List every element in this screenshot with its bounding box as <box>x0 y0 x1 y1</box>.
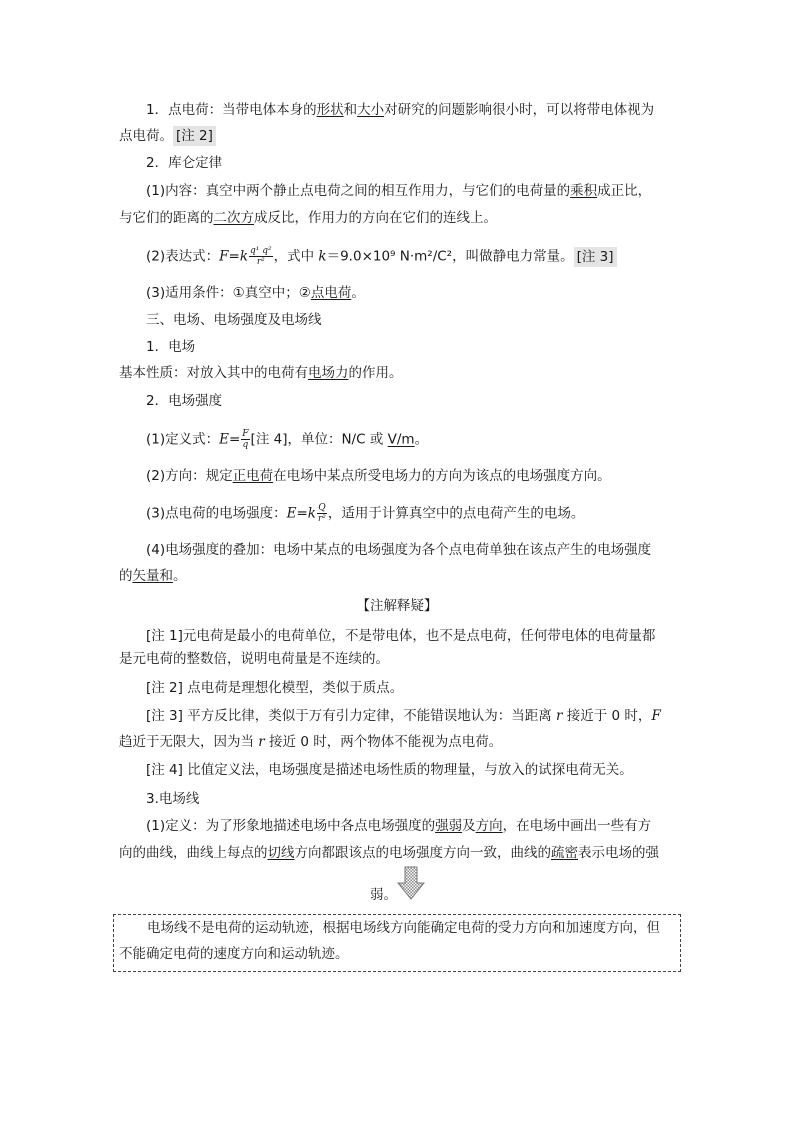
text-line-16 <box>119 567 187 585</box>
text-segment: 基本性质：对放入其中的电荷有 <box>119 365 308 381</box>
fraction <box>241 429 249 450</box>
section-heading-notes <box>0 597 794 615</box>
text-segment: [注 3] 平方反比律，类似于万有引力定律，不能错误地认为：当距离 <box>146 708 556 724</box>
underlined-term: V/m <box>387 431 415 448</box>
fraction-numerator: q¹ q² <box>250 246 272 256</box>
text-segment: (3)适用条件：①真空中；② <box>146 285 311 301</box>
section-heading-3 <box>146 311 322 329</box>
text-segment: (1)定义：为了形象地描述电场中各点电场强度的 <box>146 818 436 834</box>
text-line-2 <box>119 127 216 145</box>
text-segment: [注 4] 比值定义法，电场强度是描述电场性质的物理量，与放入的试探电荷无关。 <box>146 762 633 778</box>
text-segment: (2)方向：规定 <box>146 468 233 484</box>
text-segment: 是元电荷的整数倍，说明电荷量是不连续的。 <box>119 651 389 667</box>
text-segment: = <box>228 248 240 265</box>
text-segment: ＝9.0×10⁹ N·m²/C²，叫做静电力常量。 <box>326 248 574 265</box>
subheading-field-lines <box>146 790 199 808</box>
text-segment: 的 <box>119 568 133 584</box>
underlined-term: 矢量和 <box>132 568 173 584</box>
text-segment: 1．电场 <box>146 339 196 355</box>
text-segment: 和 <box>343 102 358 118</box>
underlined-term: 疏密 <box>551 845 578 861</box>
tip-line-2: 不能确定电荷的速度方向和运动轨迹。 <box>119 946 349 962</box>
math-variable: E <box>286 505 297 522</box>
text-segment: 的作用。 <box>348 365 403 381</box>
text-segment: (1)定义式： <box>146 431 220 448</box>
math-variable: k <box>239 248 248 265</box>
text-line-19 <box>119 650 389 668</box>
text-line-12 <box>146 429 428 450</box>
subheading-coulomb <box>146 154 222 172</box>
text-segment: 3.电场线 <box>146 791 200 807</box>
math-variable: k <box>307 505 316 522</box>
math-variable: k <box>318 248 327 265</box>
text-segment: 点电荷。 <box>119 128 173 144</box>
text-line-27 <box>370 886 397 904</box>
text-line-5 <box>119 209 497 227</box>
text-line-21 <box>146 707 661 725</box>
text-line-10 <box>119 364 403 382</box>
text-segment: 与它们的距离的 <box>119 210 214 226</box>
math-variable: r <box>258 734 265 750</box>
text-segment: ，在电场中画出一些有方 <box>502 818 652 834</box>
subheading-field <box>146 338 195 356</box>
text-segment: 【注解释疑】 <box>356 598 438 614</box>
underlined-term: 二次方 <box>213 210 254 226</box>
text-segment: [注 2] 点电荷是理想化模型，类似于质点。 <box>146 680 404 696</box>
underlined-term: 强弱 <box>435 818 463 834</box>
underlined-term: 乘积 <box>570 183 598 199</box>
underlined-term: 方向 <box>475 818 503 834</box>
text-segment: 及 <box>462 818 476 834</box>
underlined-term: 正电荷 <box>232 468 274 484</box>
fraction-numerator: Q <box>318 503 326 513</box>
text-segment: (3)点电荷的电场强度： <box>146 505 287 522</box>
text-segment: [注 1]元电荷是最小的电荷单位，不是带电体，也不是点电荷，任何带电体的电荷量都 <box>146 628 656 644</box>
text-line-15 <box>146 541 651 559</box>
note-reference: [注 3] <box>574 247 617 267</box>
text-line-14 <box>146 503 584 524</box>
text-segment: 。 <box>414 431 429 448</box>
text-line-7 <box>146 284 365 302</box>
underlined-term: 形状 <box>316 102 344 118</box>
text-segment: 三、电场、电场强度及电场线 <box>146 312 322 328</box>
text-segment: 。 <box>173 568 187 584</box>
text-segment: ，适用于计算真空中的点电荷产生的电场。 <box>327 505 585 522</box>
text-segment: 向的曲线，曲线上每点的 <box>119 845 268 861</box>
fraction <box>249 246 273 267</box>
text-segment: (1)内容：真空中两个静止点电荷之间的相互作用力，与它们的电荷量的 <box>146 183 571 199</box>
fraction <box>317 503 327 524</box>
text-segment: 趋近于无限大，因为当 <box>119 734 259 750</box>
text-line-26 <box>119 844 659 862</box>
text-segment: ，式中 <box>273 248 319 265</box>
fraction-denominator: r² <box>256 257 265 267</box>
text-segment: (2)表达式： <box>146 248 220 265</box>
text-line-13 <box>146 467 611 485</box>
down-arrow-icon <box>397 866 425 900</box>
note-reference: [注 2] <box>173 126 216 146</box>
text-line-4 <box>146 182 651 200</box>
math-variable: r <box>556 708 563 724</box>
tip-line-1: 电场线不是电荷的运动轨迹，根据电场线方向能确定电荷的受力方向和加速度方向，但 <box>147 920 660 936</box>
text-segment: 成正比， <box>597 183 652 199</box>
text-line-6 <box>146 246 617 267</box>
subheading-field-strength <box>146 392 222 410</box>
text-segment: [注 4]，单位：N/C 或 <box>250 431 388 448</box>
text-segment: = <box>296 505 308 522</box>
text-segment: 弱。 <box>370 887 397 903</box>
text-segment: 2．库仑定律 <box>146 155 223 171</box>
text-segment: 对研究的问题影响很小时，可以将带电体视为 <box>384 102 655 118</box>
text-segment: = <box>228 431 241 448</box>
tip-box <box>113 914 681 972</box>
text-segment: 接近于 0 时， <box>562 708 652 724</box>
underlined-term: 大小 <box>357 102 385 118</box>
text-line-23 <box>146 761 633 779</box>
underlined-term: 点电荷 <box>310 285 352 301</box>
text-segment: 成反比，作用力的方向在它们的连线上。 <box>254 210 497 226</box>
text-line-1 <box>146 101 654 119</box>
text-segment: 方向都跟该点的电场强度方向一致，曲线的 <box>294 845 551 861</box>
text-segment: 2．电场强度 <box>146 393 223 409</box>
text-line-20 <box>146 679 403 697</box>
text-line-25 <box>146 817 651 835</box>
fraction-denominator: r² <box>317 514 326 524</box>
fraction-numerator: F <box>242 429 249 439</box>
text-segment: 在电场中某点所受电场力的方向为该点的电场强度方向。 <box>273 468 611 484</box>
fraction-denominator: q <box>242 440 249 450</box>
text-segment: 1．点电荷：当带电体本身的 <box>146 102 317 118</box>
text-segment: 表示电场的强 <box>578 845 659 861</box>
math-variable: F <box>219 248 229 265</box>
text-segment: 。 <box>351 285 365 301</box>
math-variable: F <box>651 708 661 724</box>
text-line-18 <box>146 627 655 645</box>
text-segment: 接近 0 时，两个物体不能视为点电荷。 <box>264 734 503 750</box>
underlined-term: 电场力 <box>308 365 349 381</box>
text-line-22 <box>119 733 502 751</box>
math-variable: E <box>219 431 229 448</box>
underlined-term: 切线 <box>267 845 295 861</box>
text-segment: (4)电场强度的叠加：电场中某点的电场强度为各个点电荷单独在该点产生的电场强度 <box>146 542 652 558</box>
